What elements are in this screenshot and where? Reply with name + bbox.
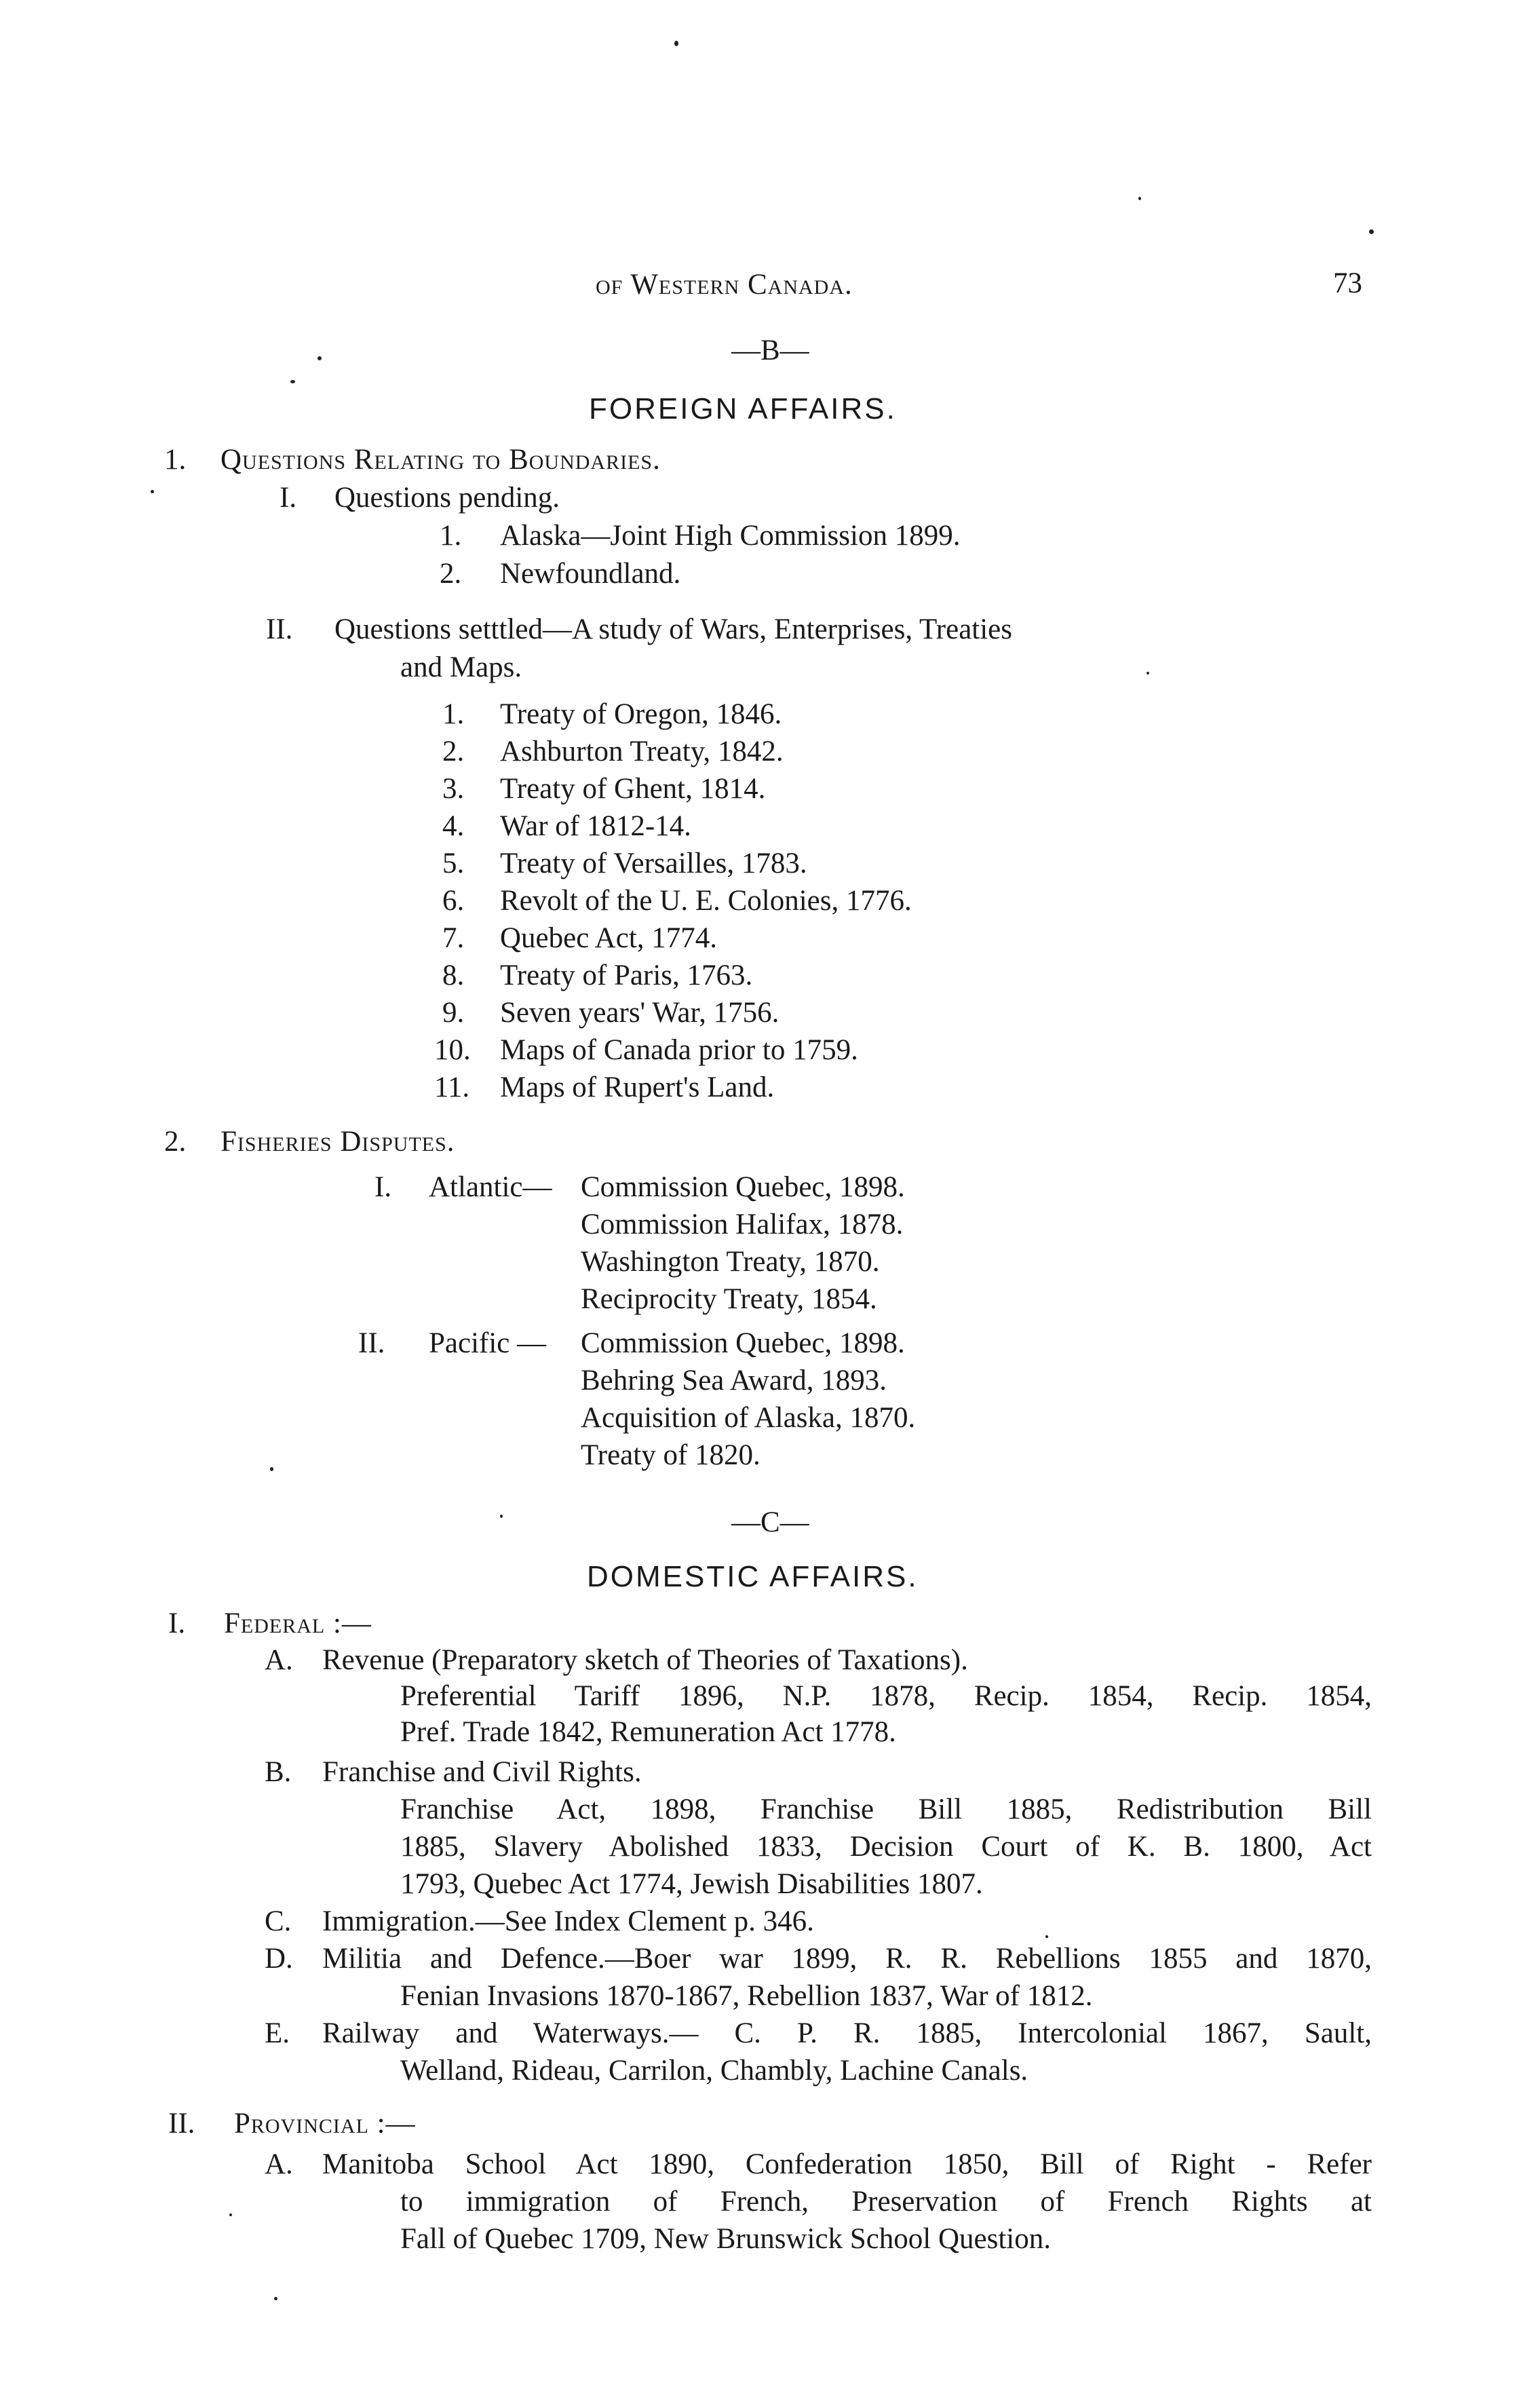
list-item: Newfoundland.	[500, 558, 681, 590]
railway-heading: Railway and Waterways.— C. P. R. 1885, Intercolonial 1867, Sault,	[322, 2017, 1372, 2049]
list-number: 8.	[442, 959, 465, 991]
item-number: 1.	[164, 444, 187, 476]
pacific-label: Pacific —	[429, 1327, 547, 1359]
list-number: 2.	[440, 558, 462, 590]
roman-numeral: II.	[266, 613, 293, 645]
print-speck	[1147, 672, 1149, 674]
list-item: Maps of Canada prior to 1759.	[500, 1034, 858, 1066]
pacific-entry: Treaty of 1820.	[581, 1439, 761, 1471]
railway-line: Welland, Rideau, Carrilon, Chambly, Lachine Canals.	[400, 2055, 1028, 2087]
print-speck	[317, 356, 322, 360]
print-speck	[229, 2213, 232, 2216]
list-item: Treaty of Ghent, 1814.	[500, 773, 766, 805]
subsection-letter: A.	[265, 2148, 293, 2180]
item-number: 2.	[164, 1126, 187, 1158]
section-c-marker: —C—	[731, 1506, 809, 1538]
questions-settled-line2: and Maps.	[400, 651, 522, 683]
fisheries-heading: Fisheries Disputes.	[220, 1126, 455, 1158]
list-number: 4.	[442, 810, 465, 842]
print-speck	[270, 1467, 273, 1471]
revenue-line: Preferential Tariff 1896, N.P. 1878, Recip. 1854, Recip. 1854,	[400, 1680, 1372, 1712]
roman-numeral: I.	[168, 1608, 186, 1639]
atlantic-entry: Commission Quebec, 1898.	[581, 1171, 905, 1203]
franchise-line: 1793, Quebec Act 1774, Jewish Disabilities 1807.	[400, 1868, 983, 1900]
print-speck	[290, 380, 295, 383]
list-item: Alaska—Joint High Commission 1899.	[500, 520, 961, 552]
roman-numeral: II.	[168, 2108, 195, 2140]
roman-numeral: II.	[358, 1327, 385, 1359]
franchise-line: Franchise Act, 1898, Franchise Bill 1885, Redistribution Bill	[400, 1793, 1372, 1825]
list-item: Maps of Rupert's Land.	[500, 1071, 775, 1103]
list-number: 7.	[442, 922, 465, 954]
list-item: Ashburton Treaty, 1842.	[500, 736, 784, 767]
manitoba-line: Fall of Quebec 1709, New Brunswick School Question.	[400, 2223, 1051, 2255]
roman-numeral: I.	[280, 482, 297, 514]
list-number: 10.	[434, 1034, 471, 1066]
foreign-affairs-heading: FOREIGN AFFAIRS.	[589, 392, 897, 425]
franchise-heading: Franchise and Civil Rights.	[322, 1756, 642, 1788]
franchise-line: 1885, Slavery Abolished 1833, Decision Court of K. B. 1800, Act	[400, 1831, 1372, 1863]
list-item: Quebec Act, 1774.	[500, 922, 718, 954]
list-number: 1.	[440, 520, 462, 552]
pacific-entry: Acquisition of Alaska, 1870.	[581, 1402, 916, 1434]
running-title: of Western Canada.	[596, 269, 853, 301]
atlantic-label: Atlantic—	[429, 1171, 552, 1203]
immigration-heading: Immigration.—See Index Clement p. 346.	[322, 1905, 814, 1937]
list-item: Treaty of Oregon, 1846.	[500, 698, 782, 730]
subsection-letter: A.	[265, 1644, 293, 1676]
print-speck	[500, 1515, 503, 1518]
questions-pending: Questions pending.	[334, 482, 560, 514]
subsection-letter: D.	[265, 1943, 293, 1975]
list-number: 3.	[442, 773, 465, 805]
pacific-entry: Behring Sea Award, 1893.	[581, 1365, 887, 1396]
list-number: 9.	[442, 997, 465, 1029]
list-number: 1.	[442, 698, 465, 730]
militia-line: Fenian Invasions 1870-1867, Rebellion 1837, War of 1812.	[400, 1980, 1093, 2012]
list-item: War of 1812-14.	[500, 810, 691, 842]
boundaries-heading: Questions Relating to Boundaries.	[220, 444, 661, 476]
subsection-letter: E.	[265, 2017, 290, 2049]
page-number: 73	[1333, 267, 1362, 299]
list-number: 2.	[442, 736, 465, 767]
list-item: Seven years' War, 1756.	[500, 997, 779, 1029]
print-speck	[1045, 1935, 1048, 1938]
roman-numeral: I.	[374, 1171, 392, 1203]
provincial-heading: Provincial :—	[234, 2108, 416, 2140]
militia-heading: Militia and Defence.—Boer war 1899, R. R. Rebellions 1855 and 1870,	[322, 1943, 1372, 1975]
print-speck	[1138, 197, 1141, 200]
manitoba-heading: Manitoba School Act 1890, Confederation 1850, Bill of Right - Refer	[322, 2148, 1372, 2180]
print-speck	[674, 41, 678, 46]
pacific-entry: Commission Quebec, 1898.	[581, 1327, 905, 1359]
revenue-heading: Revenue (Preparatory sketch of Theories of Taxations).	[322, 1644, 968, 1676]
list-item: Treaty of Paris, 1763.	[500, 959, 753, 991]
print-speck	[274, 2297, 277, 2300]
list-item: Treaty of Versailles, 1783.	[500, 848, 807, 879]
list-number: 11.	[434, 1071, 470, 1103]
subsection-letter: B.	[265, 1756, 292, 1788]
federal-heading: Federal :—	[224, 1608, 372, 1639]
print-speck	[151, 490, 154, 493]
domestic-affairs-heading: DOMESTIC AFFAIRS.	[587, 1560, 919, 1593]
print-speck	[1369, 229, 1374, 234]
section-b-marker: —B—	[731, 335, 809, 366]
atlantic-entry: Reciprocity Treaty, 1854.	[581, 1283, 877, 1315]
questions-settled-line1: Questions setttled—A study of Wars, Enterprises, Treaties	[334, 613, 1012, 645]
subsection-letter: C.	[265, 1905, 292, 1937]
atlantic-entry: Commission Halifax, 1878.	[581, 1209, 904, 1240]
list-number: 5.	[442, 848, 465, 879]
atlantic-entry: Washington Treaty, 1870.	[581, 1246, 880, 1278]
list-item: Revolt of the U. E. Colonies, 1776.	[500, 885, 912, 917]
revenue-line: Pref. Trade 1842, Remuneration Act 1778.	[400, 1716, 896, 1748]
manitoba-line: to immigration of French, Preservation of French Rights at	[400, 2186, 1372, 2218]
list-number: 6.	[442, 885, 465, 917]
